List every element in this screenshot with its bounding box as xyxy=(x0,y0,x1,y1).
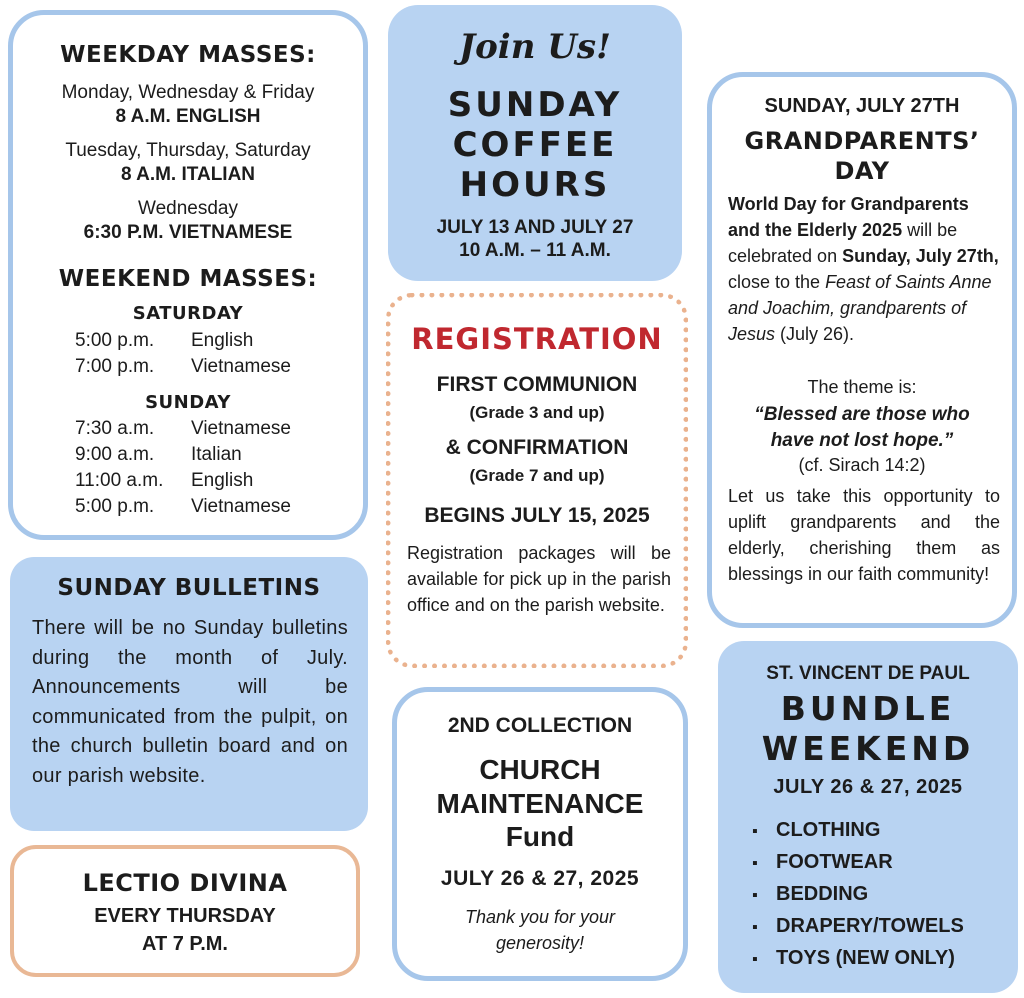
sunday-list xyxy=(75,416,291,520)
weekday-block-3 xyxy=(13,197,363,245)
coffee-dates: JULY 13 AND JULY 27 xyxy=(436,217,634,238)
list-item: ▪ CLOTHING xyxy=(752,815,964,847)
weekday-heading: WEEKDAY MASSES: xyxy=(60,42,316,68)
coffee-hours-box xyxy=(388,5,682,281)
coffee-times: 10 A.M. – 11 A.M. xyxy=(459,240,611,261)
grandparents-box xyxy=(707,72,1017,628)
grandparents-title-1: GRANDPARENTS’ xyxy=(744,127,980,155)
lectio-line-1: EVERY THURSDAY xyxy=(94,905,276,927)
svdp-dates: JULY 26 & 27, 2025 xyxy=(773,776,963,798)
first-communion: FIRST COMMUNION xyxy=(436,373,638,396)
theme-reference: (cf. Sirach 14:2) xyxy=(798,455,926,475)
registration-box xyxy=(386,293,688,668)
confirmation-grade: (Grade 7 and up) xyxy=(469,466,605,485)
registration-begins: BEGINS JULY 15, 2025 xyxy=(424,504,650,527)
lectio-line-2: AT 7 P.M. xyxy=(142,933,228,955)
grandparents-closing: Let us take this opportunity to uplift grandparents and the elderly, cherishing them as blessings in our faith community! xyxy=(728,486,1000,584)
collection-title-3: Fund xyxy=(505,821,575,852)
list-item: ▪ TOYS (NEW ONLY) xyxy=(752,943,964,975)
grandparents-title-2: DAY xyxy=(834,157,890,185)
mass-row: 5:00 p.m. English xyxy=(75,330,254,351)
bulletins-box xyxy=(10,557,368,831)
coffee-title-2: COFFEE xyxy=(452,125,618,165)
weekday-time: 8 A.M. ITALIAN xyxy=(120,164,256,185)
collection-title-2: MAINTENANCE xyxy=(436,788,644,819)
weekend-heading: WEEKEND MASSES: xyxy=(58,266,318,292)
saturday-list xyxy=(75,328,291,380)
list-item: ▪ DRAPERY/TOWELS xyxy=(752,911,964,943)
saturday-heading: SATURDAY xyxy=(132,303,244,324)
svdp-heading: ST. VINCENT DE PAUL xyxy=(766,663,970,684)
svdp-items xyxy=(752,815,964,975)
registration-body: Registration packages will be available for pick up in the parish office and on the parish website. xyxy=(407,543,671,615)
collection-dates: JULY 26 & 27, 2025 xyxy=(440,867,640,890)
collection-box xyxy=(392,687,688,981)
first-communion-grade: (Grade 3 and up) xyxy=(469,403,605,422)
theme-quote: “Blessed are those who have not lost hope.” xyxy=(754,404,970,451)
collection-heading: 2ND COLLECTION xyxy=(447,714,633,737)
weekday-time: 6:30 P.M. VIETNAMESE xyxy=(83,222,293,243)
lectio-title: LECTIO DIVINA xyxy=(82,869,288,897)
svdp-title-1: BUNDLE xyxy=(780,689,956,728)
mass-row: 7:30 a.m. Vietnamese xyxy=(75,418,291,439)
weekday-days: Wednesday xyxy=(138,198,238,219)
confirmation: & CONFIRMATION xyxy=(445,436,629,459)
svdp-box xyxy=(718,641,1018,993)
mass-row: 7:00 p.m. Vietnamese xyxy=(75,356,291,377)
coffee-title-1: SUNDAY xyxy=(447,85,623,125)
bulletins-body: There will be no Sunday bulletins during the month of July. Announcements will be communicated from the pulpit, on the church bulletin board and on our parish website. xyxy=(32,617,348,787)
registration-title: REGISTRATION xyxy=(411,322,663,356)
bulletins-title: SUNDAY BULLETINS xyxy=(57,575,321,601)
list-item: ▪ FOOTWEAR xyxy=(752,847,964,879)
grandparents-paragraph: World Day for Grandparents and the Elderly 2025 will be celebrated on Sunday, July 27th, close to the Feast of Saints Anne and Joachim, grandparents of Jesus (July 26). xyxy=(728,194,999,344)
weekday-block-2 xyxy=(13,139,363,187)
weekday-block-1 xyxy=(13,81,363,129)
mass-row: 11:00 a.m. English xyxy=(75,470,254,491)
list-item: ▪ BEDDING xyxy=(752,879,964,911)
weekday-days: Monday, Wednesday & Friday xyxy=(61,82,315,103)
collection-title-1: CHURCH xyxy=(479,754,601,785)
weekday-time: 8 A.M. ENGLISH xyxy=(115,106,261,127)
mass-row: 9:00 a.m. Italian xyxy=(75,444,242,465)
masses-box xyxy=(8,10,368,540)
lectio-box xyxy=(10,845,360,977)
mass-row: 5:00 p.m. Vietnamese xyxy=(75,496,291,517)
svdp-title-2: WEEKEND xyxy=(761,729,975,768)
grandparents-date: SUNDAY, JULY 27TH xyxy=(764,95,960,117)
theme-label: The theme is: xyxy=(807,377,917,397)
join-us-script: Join Us! xyxy=(459,27,611,67)
coffee-title-3: HOURS xyxy=(459,165,611,205)
collection-thanks: Thank you for your generosity! xyxy=(464,907,616,953)
sunday-heading: SUNDAY xyxy=(145,392,231,413)
weekday-days: Tuesday, Thursday, Saturday xyxy=(65,140,311,161)
